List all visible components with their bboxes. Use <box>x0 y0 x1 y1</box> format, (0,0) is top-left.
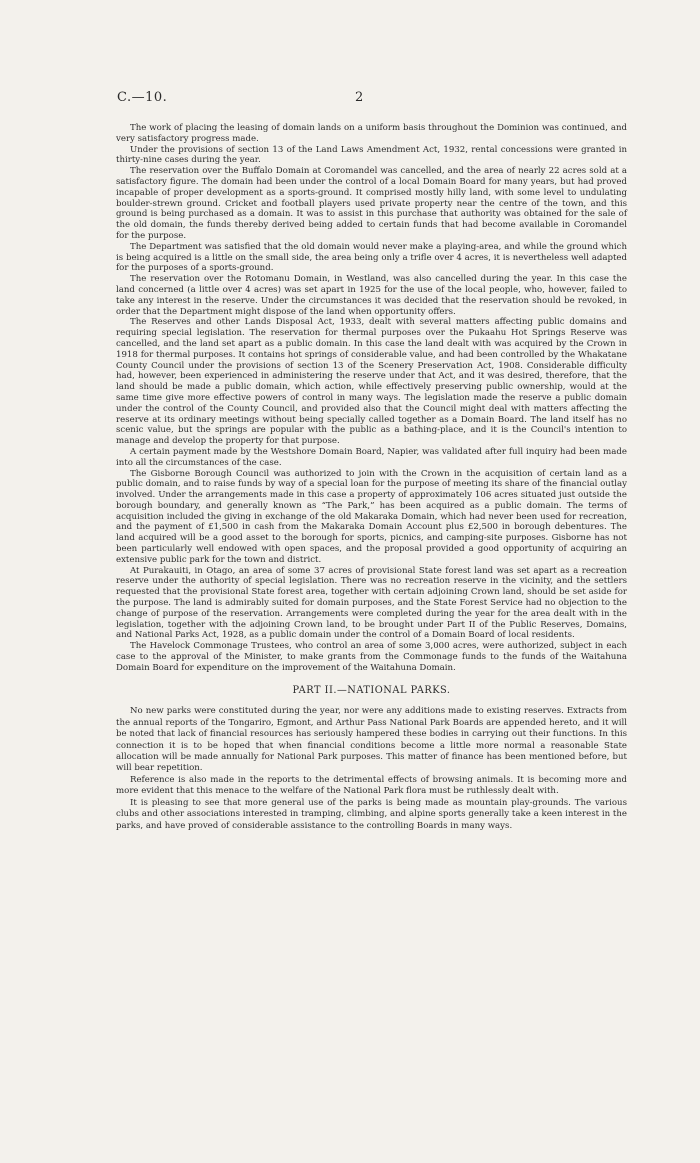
paragraph: Under the provisions of section 13 of the Land Laws Amendment Act, 1932, rental concessions were granted in thirty-nine cases during the year. <box>116 144 627 166</box>
report-code: C.—10. <box>117 90 168 105</box>
paragraph: The Reserves and other Lands Disposal Act, 1933, dealt with several matters affecting public domains and requiring special legislation. The reservation for thermal purposes over the Pukaahu Hot Springs Reserve was cancelled, and the land set apart as a public domain. In this case the land dealt with was acquired by the Crown in 1918 for thermal purposes. It contains hot springs of considerable value, and had been controlled by the Whakatane County Council under the provisions of section 13 of the Scenery Preservation Act, 1908. Considerable difficulty had, however, been experienced in administering the reserve under that Act, and it was desired, therefore, that the land should be made a public domain, which action, while effectively preserving public ownership, would at the same time give more effective powers of control in many ways. The legislation made the reserve a public domain under the control of the County Council, and provided also that the Council might deal with matters affecting the reserve at its ordinary meetings without being specially called together as a Domain Board. The land itself has no scenic value, but the springs are popular with the public as a bathing-place, and it is the Council's intention to manage and develop the property for that purpose. <box>116 317 627 447</box>
paragraph: A certain payment made by the Westshore Domain Board, Napier, was validated after full inquiry had been made into all the circumstances of the case. <box>116 446 627 468</box>
paragraph: At Purakauiti, in Otago, an area of some 37 acres of provisional State forest land was set apart as a recreation reserve under the authority of special legislation. There was no recreation reserve in the vicinity, and the settlers requested that the provisional State forest area, together with certain adjoining Crown land, should be set aside for the purpose. The land is admirably suited for domain purposes, and the State Forest Service had no objection to the change of purpose of the reservation. Arrangements were completed during the year for the area dealt with in the legislation, together with the adjoining Crown land, to be brought under Part II of the Public Reserves, Domains, and National Parks Act, 1928, as a public domain under the control of a Domain Board of local residents. <box>116 565 627 641</box>
paragraph: The Department was satisfied that the old domain would never make a playing-area, and while the ground which is being acquired is a little on the small side, the area being only a trifle over 4 acres, it is nevertheless well adapted for the purposes of a sports-ground. <box>116 241 627 274</box>
part1-section <box>116 123 627 674</box>
paragraph: No new parks were constituted during the year, nor were any additions made to existing reserves. Extracts from the annual reports of the Tongariro, Egmont, and Arthur Pass National Park Boards are appended hereto, and it will be noted that lack of financial resources has seriously hampered these bodies in carrying out their functions. In this connection it is to be hoped that when financial conditions become a little more normal a reasonable State allocation will be made annually for National Park purposes. This matter of finance has been mentioned before, but will bear repetition. <box>116 706 627 774</box>
paragraph: The work of placing the leasing of domain lands on a uniform basis throughout the Dominion was continued, and very satisfactory progress made. <box>116 123 627 144</box>
paragraph: The reservation over the Rotomanu Domain, in Westland, was also cancelled during the year. In this case the land concerned (a little over 4 acres) was set apart in 1925 for the use of the local people, who, however, failed to take any interest in the reserve. Under the circumstances it was decided that the reservation should be revoked, in order that the Department might dispose of the land when opportunity offers. <box>116 274 627 317</box>
paragraph: The Havelock Commonage Trustees, who control an area of some 3,000 acres, were authorized, subject in each case to the approval of the Minister, to make grants from the Commonage funds to the funds of the Waitahuna Domain Board for expenditure on the improvement of the Waitahuna Domain. <box>116 641 627 673</box>
paragraph: It is pleasing to see that more general use of the parks is being made as mountain play-grounds. The various clubs and other associations interested in tramping, climbing, and alpine sports generally take a keen interest in the parks, and have proved of considerable assistance to the controlling Boards in many ways. <box>116 797 627 831</box>
section-heading: PART II.—NATIONAL PARKS. <box>292 684 451 696</box>
body-text <box>116 123 627 832</box>
page-number: 2 <box>355 90 364 105</box>
paragraph: The reservation over the Buffalo Domain at Coromandel was cancelled, and the area of nearly 22 acres sold at a satisfactory figure. The domain had been under the control of a local Domain Board for many years, but had proved incapable of proper development as a sports-ground. It comprised mostly hilly land, with some level to undulating boulder-strewn ground. Cricket and football players used private property near the centre of the town, and this ground is being purchased as a domain. It was to assist in this purchase that authority was obtained for the sale of the old domain, the funds thereby derived being added to certain funds that had become available in Coromandel for the purpose. <box>116 166 627 241</box>
paragraph: The Gisborne Borough Council was authorized to join with the Crown in the acquisition of certain land as a public domain, and to raise funds by way of a special loan for the purpose of meeting its share of the financial outlay involved. Under the arrangements made in this case a property of approximately 106 acres situated just outside the borough boundary, and generally known as “The Park,” has been acquired as a public domain. The terms of acquisition included the giving in exchange of the old Makaraka Domain, which had never been used for recreation, and the payment of £1,500 in cash from the Makaraka Domain Account plus £2,500 in borough debentures. The land acquired will be a good asset to the borough for sports, picnics, and camping-site purposes. Gisborne has not been particularly well endowed with open spaces, and the proposal provided a good opportunity of acquiring an extensive public park for the town and district. <box>116 468 627 565</box>
part2-section <box>116 706 627 831</box>
page-header <box>0 90 700 110</box>
paragraph: Reference is also made in the reports to the detrimental effects of browsing animals. It is becoming more and more evident that this menace to the welfare of the National Park flora must be ruthlessly dealt with. <box>116 774 627 797</box>
